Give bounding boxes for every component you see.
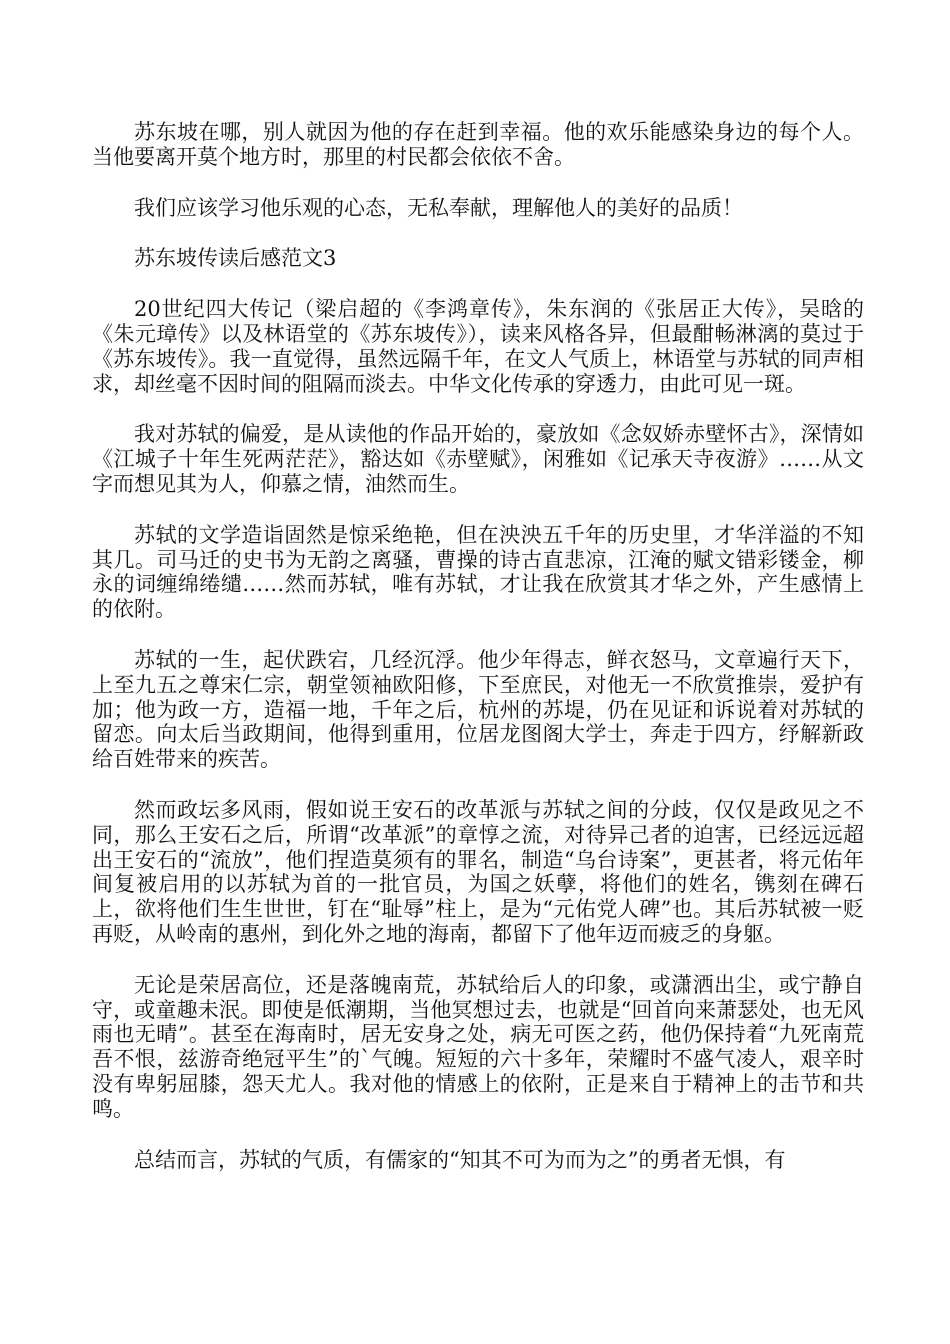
paragraph-5: 苏轼的文学造诣固然是惊采绝艳，但在泱泱五千年的历史里，才华洋溢的不知其几。司马迁的史书为无韵之离骚，曹操的诗古直悲凉，江淹的赋文错彩镂金，柳永的词缠绵绻缱……然而苏轼，唯有苏轼，才让我在欣赏其才华之外，产生感情上的依附。 <box>92 522 864 622</box>
paragraph-3: 20世纪四大传记（梁启超的《李鸿章传》，朱东润的《张居正大传》，吴晗的《朱元璋传》以及林语堂的《苏东坡传》），读来风格各异，但最酣畅淋漓的莫过于《苏东坡传》。我一直觉得，虽然远隔千年，在文人气质上，林语堂与苏轼的同声相求，却丝毫不因时间的阻隔而淡去。中华文化传承的穿透力，由此可见一斑。 <box>92 297 864 396</box>
paragraph-9: 总结而言，苏轼的气质，有儒家的“知其不可为而为之”的勇者无惧，有 <box>134 1147 786 1172</box>
paragraph-1: 苏东坡在哪，别人就因为他的存在赶到幸福。他的欢乐能感染身边的每个人。当他要离开莫个地方时，那里的村民都会依依不舍。 <box>92 120 864 169</box>
section-heading: 苏东坡传读后感范文3 <box>134 246 337 271</box>
paragraph-7: 然而政坛多风雨，假如说王安石的改革派与苏轼之间的分歧，仅仅是政见之不同，那么王安石之后，所谓“改革派”的章惇之流，对待异己者的迫害，已经远远超出王安石的“流放”，他们捏造莫须有的罪名，制造“乌台诗案”，更甚者，将元佑年间复被启用的以苏轼为首的一批官员，为国之妖孽，将他们的姓名，镌刻在碑石上，欲将他们生生世世，钉在“耻辱”柱上，是为“元佑党人碑”也。其后苏轼被一贬再贬，从岭南的惠州，到化外之地的海南，都留下了他年迈而疲乏的身躯。 <box>92 797 864 946</box>
paragraph-4: 我对苏轼的偏爱，是从读他的作品开始的，豪放如《念奴娇赤壁怀古》，深情如《江城子十年生死两茫茫》，豁达如《赤壁赋》，闲雅如《记承天寺夜游》……从文字而想见其为人，仰慕之情，油然而生。 <box>92 422 864 496</box>
paragraph-2: 我们应该学习他乐观的心态，无私奉献，理解他人的美好的品质！ <box>134 195 743 220</box>
paragraph-8: 无论是荣居高位，还是落魄南荒，苏轼给后人的印象，或潇洒出尘，或宁静自守，或童趣未泯。即使是低潮期，当他冥想过去，也就是“回首向来萧瑟处，也无风雨也无晴”。甚至在海南时，居无安身之处，病无可医之药，他仍保持着“九死南荒吾不恨，兹游奇绝冠平生”的`气魄。短短的六十多年，荣耀时不盛气凌人，艰辛时没有卑躬屈膝，怨天尤人。我对他的情感上的依附，正是来自于精神上的击节和共鸣。 <box>92 972 864 1121</box>
paragraph-6: 苏轼的一生，起伏跌宕，几经沉浮。他少年得志，鲜衣怒马，文章遍行天下，上至九五之尊宋仁宗，朝堂领袖欧阳修，下至庶民，对他无一不欣赏推崇，爱护有加；他为政一方，造福一地，千年之后，杭州的苏堤，仍在见证和诉说着对苏轼的留恋。向太后当政期间，他得到重用，位居龙图阁大学士，奔走于四方，纾解新政给百姓带来的疾苦。 <box>92 647 864 772</box>
